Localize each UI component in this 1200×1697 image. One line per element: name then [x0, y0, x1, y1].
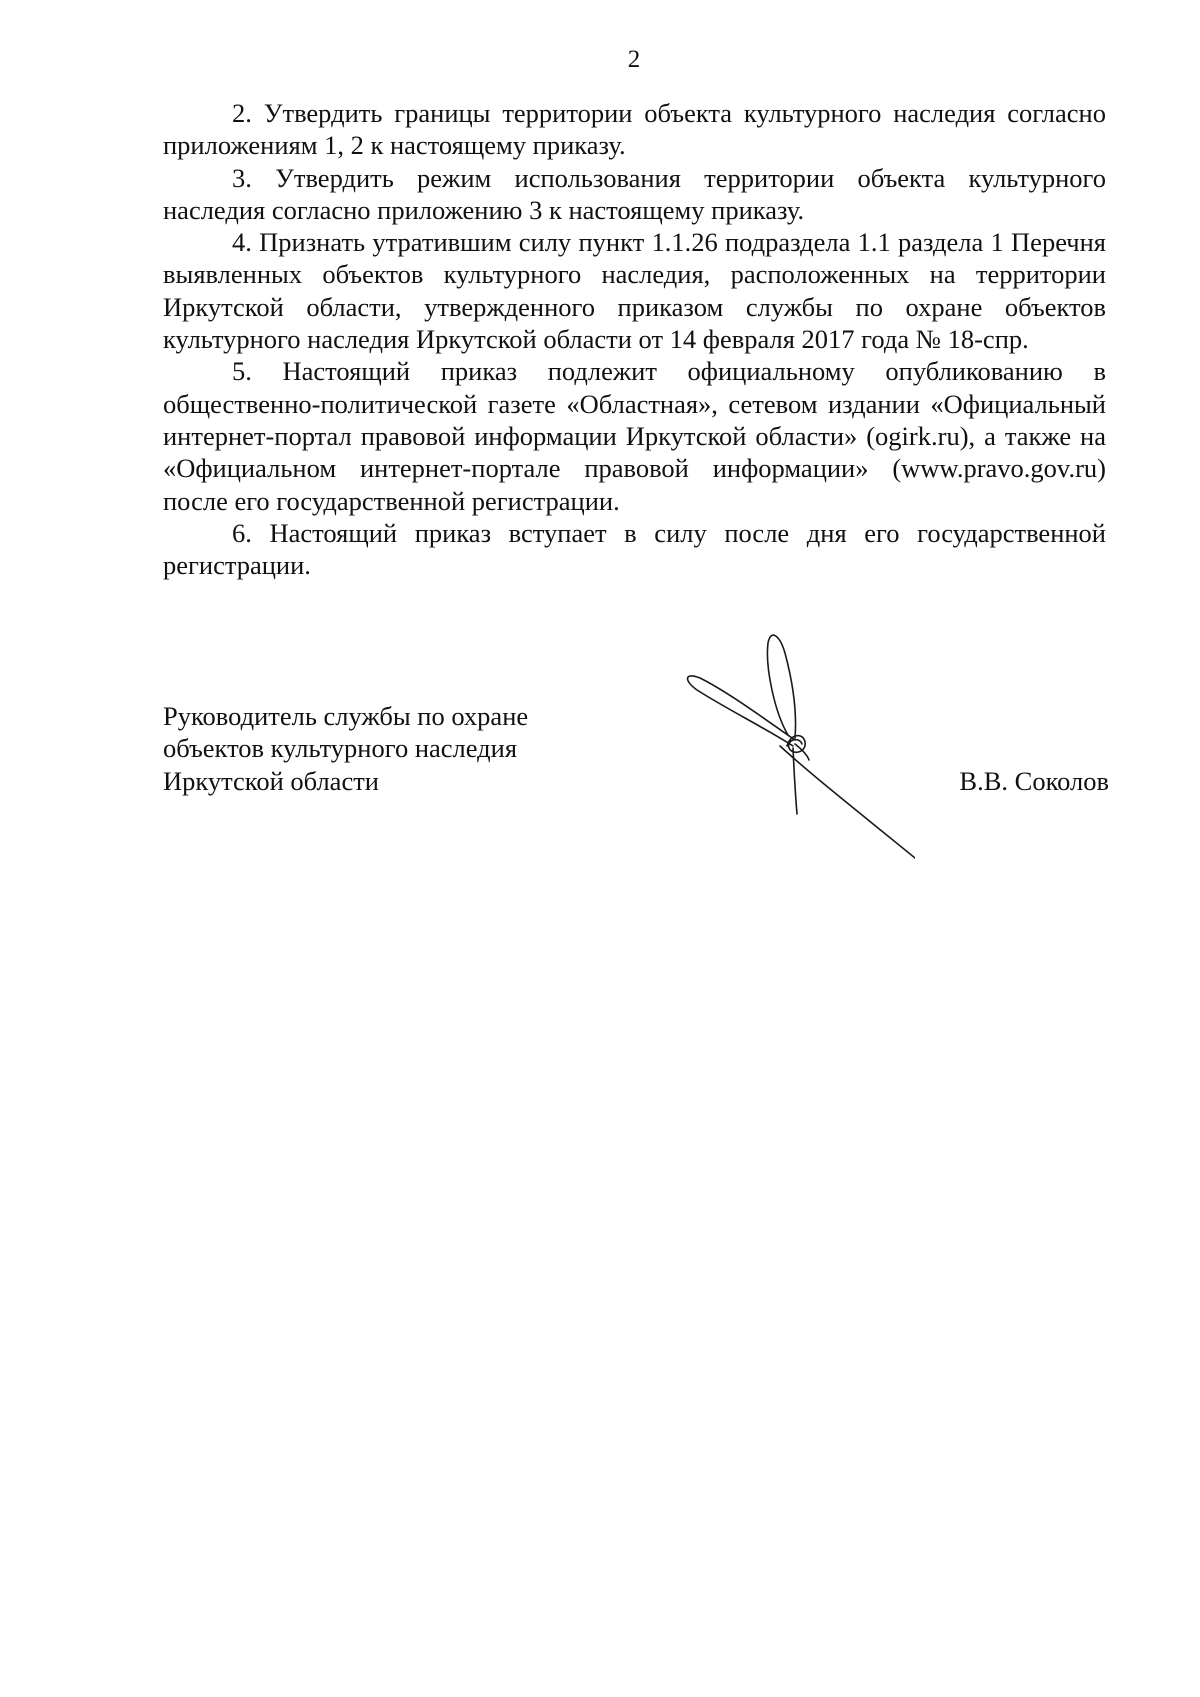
- paragraph-item-6: 6. Настоящий приказ вступает в силу после дня его государственной регистрации.: [163, 517, 1106, 581]
- signer-name: В.В. Соколов: [959, 765, 1109, 796]
- paragraph-item-4: 4. Признать утратившим силу пункт 1.1.26 подраздела 1.1 раздела 1 Перечня выявленных объектов культурного наследия, расположенных на территории Иркутской области, утвержденного приказом службы по охране объектов культурного наследия Иркутской области от 14 февраля 2017 года № 18-спр.: [163, 227, 1106, 355]
- signer-title-line: объектов культурного наследия: [163, 733, 518, 764]
- signer-title-line: Иркутской области: [163, 765, 379, 796]
- paragraph-item-3: 3. Утвердить режим использования территории объекта культурного наследия согласно приложению 3 к настоящему приказу.: [163, 162, 1106, 225]
- page-number: 2: [627, 46, 641, 73]
- signature-block: [163, 700, 1109, 797]
- paragraph-item-2: 2. Утвердить границы территории объекта культурного наследия согласно приложениям 1, 2 к настоящему приказу.: [163, 98, 1106, 161]
- paragraph-item-5: 5. Настоящий приказ подлежит официальному опубликованию в общественно-политической газете «Областная», сетевом издании «Официальный интернет-портал правовой информации Иркутской области» (ogirk.ru), а также на «Официальном интернет-портале правовой информации» (www.pravo.gov.ru) после его государственной регистрации.: [163, 356, 1106, 516]
- document-body: [163, 97, 1106, 581]
- signer-title-line: Руководитель службы по охране: [163, 701, 529, 731]
